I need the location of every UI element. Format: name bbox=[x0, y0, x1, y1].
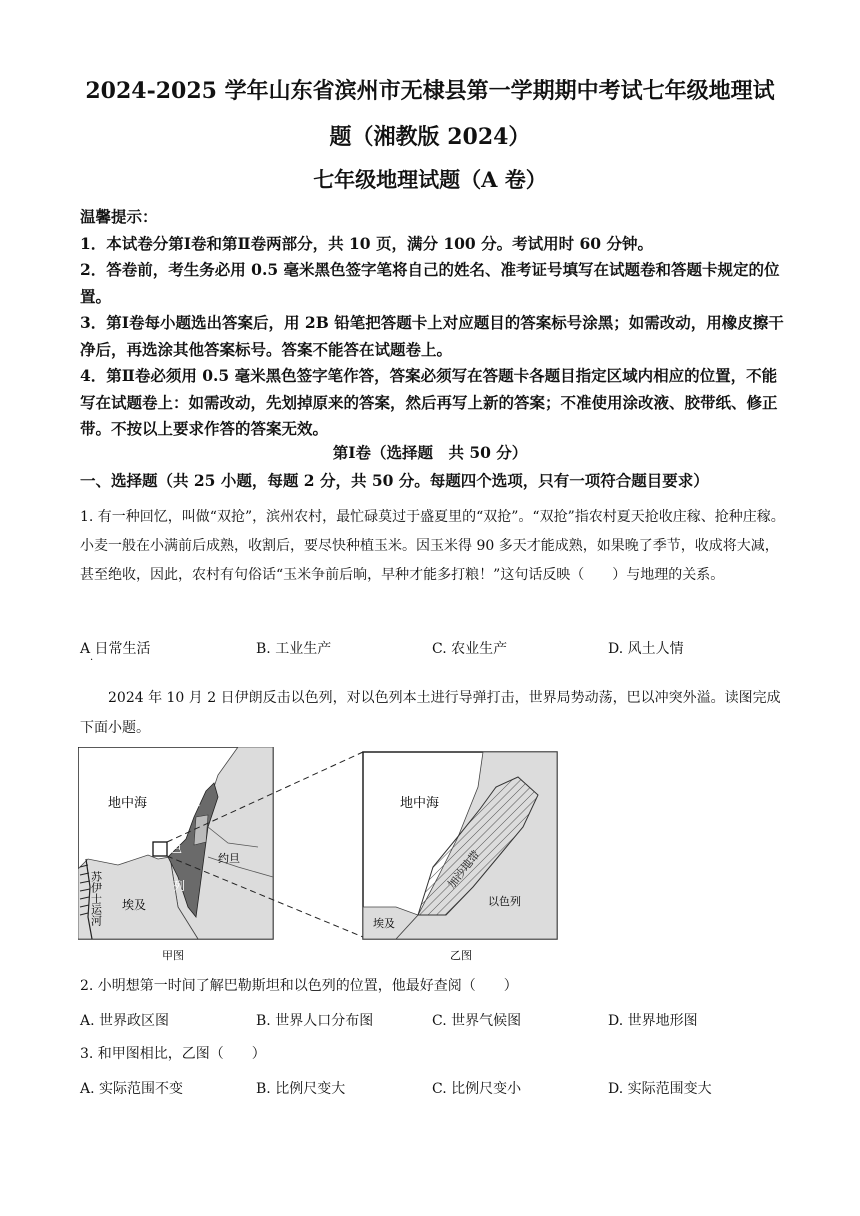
yi-gaza-label: 加沙地带 bbox=[445, 848, 483, 891]
jia-israel-char-3: 列 bbox=[173, 879, 186, 893]
q3-option-b: B. 比例尺变大 bbox=[256, 1081, 346, 1097]
jia-israel-char-2: 色 bbox=[170, 841, 183, 855]
map-figure bbox=[78, 747, 558, 969]
exam-title-line1: 2024-2025 学年山东省滨州市无棣县第一学期期中考试七年级地理试 bbox=[85, 78, 775, 104]
q2-option-d: D. 世界地形图 bbox=[608, 1013, 698, 1029]
q2-option-b: B. 世界人口分布图 bbox=[256, 1013, 374, 1029]
jia-jordan-label: 约旦 bbox=[218, 852, 240, 865]
map-question-intro: 2024 年 10 月 2 日伊朗反击以色列，对以色列本土进行导弹打击，世界局势动荡，巴以冲突外溢。读图完成下面小题。 bbox=[80, 690, 781, 736]
exam-title-line2: 题（湘教版 2024） bbox=[329, 124, 531, 150]
q2-option-a: A. 世界政区图 bbox=[80, 1013, 170, 1029]
notice-item-2: 2．答卷前，考生务必用 0.5 毫米黑色签字笔将自己的姓名、准考证号填写在试题卷和答题卡规定的位置。 bbox=[80, 260, 780, 306]
part-title: 一、选择题（共 25 小题，每题 2 分，共 50 分。每题四个选项，只有一项符合题目要求） bbox=[80, 471, 709, 490]
jia-caption: 甲图 bbox=[162, 949, 184, 962]
question-2-text: 2. 小明想第一时间了解巴勒斯坦和以色列的位置，他最好查阅（ ） bbox=[80, 978, 518, 994]
notice-item-4: 4．第Ⅱ卷必须用 0.5 毫米黑色签字笔作答，答案必须写在答题卡各题目指定区域内相应的位置，不能写在试题卷上：如需改动，先划掉原来的答案，然后再写上新的答案；不准使用涂改液、胶带纸、修正带。不按以上要求作答的答案无效。 bbox=[80, 366, 778, 438]
yi-caption: 乙图 bbox=[450, 949, 472, 962]
jia-israel-char-1: 以 bbox=[188, 794, 201, 808]
q1-option-a: A 日常生活 bbox=[80, 641, 151, 657]
q3-option-a: A. 实际范围不变 bbox=[80, 1081, 184, 1097]
notice-item-3: 3．第Ⅰ卷每小题选出答案后，用 2B 铅笔把答题卡上对应题目的答案标号涂黑；如需改动，用橡皮擦干净后，再选涂其他答案标号。答案不能答在试题卷上。 bbox=[80, 313, 784, 359]
q2-option-c: C. 世界气候图 bbox=[432, 1013, 522, 1029]
map-svg bbox=[78, 747, 558, 965]
map-jia bbox=[78, 747, 273, 962]
option-dot-mark: · bbox=[90, 655, 94, 666]
q3-option-d: D. 实际范围变大 bbox=[608, 1081, 712, 1097]
jia-egypt-label: 埃及 bbox=[122, 898, 147, 912]
yi-israel-label: 以色列 bbox=[488, 895, 521, 908]
notice-heading: 温馨提示： bbox=[80, 207, 158, 226]
section-title: 第Ⅰ卷（选择题 共 50 分） bbox=[332, 443, 528, 462]
yi-egypt-label: 埃及 bbox=[373, 917, 395, 930]
jia-sea-label: 地中海 bbox=[108, 796, 148, 811]
question-1-text: 1. 有一种回忆，叫做“双抢”，滨州农村，最忙碌莫过于盛夏里的“双抢”。“双抢”指农村夏天抢收庄稼、抢种庄稼。小麦一般在小满前后成熟，收割后，要尽快种植玉米。因玉米得 90 多天才能成熟，如果晚了季节，收成将大减，甚至绝收，因此，农村有句俗话“玉米争前后晌，早种才能多打粮！”这句话反映（ ）与地理的关系。 bbox=[80, 509, 785, 583]
notice-block bbox=[80, 204, 784, 443]
yi-sea-label: 地中海 bbox=[400, 796, 440, 811]
q1-option-c: C. 农业生产 bbox=[432, 641, 508, 657]
exam-subtitle: 七年级地理试题（A 卷） bbox=[313, 167, 547, 192]
q1-option-d: D. 风土人情 bbox=[608, 641, 684, 657]
question-3-text: 3. 和甲图相比，乙图（ ） bbox=[80, 1046, 266, 1062]
q3-option-c: C. 比例尺变小 bbox=[432, 1081, 522, 1097]
q1-option-b: B. 工业生产 bbox=[256, 641, 332, 657]
map-yi bbox=[363, 752, 557, 962]
jia-canal-label: 苏伊士运河 bbox=[89, 871, 103, 926]
notice-item-1: 1．本试卷分第Ⅰ卷和第Ⅱ卷两部分，共 10 页，满分 100 分。考试用时 60 分钟。 bbox=[80, 233, 653, 253]
